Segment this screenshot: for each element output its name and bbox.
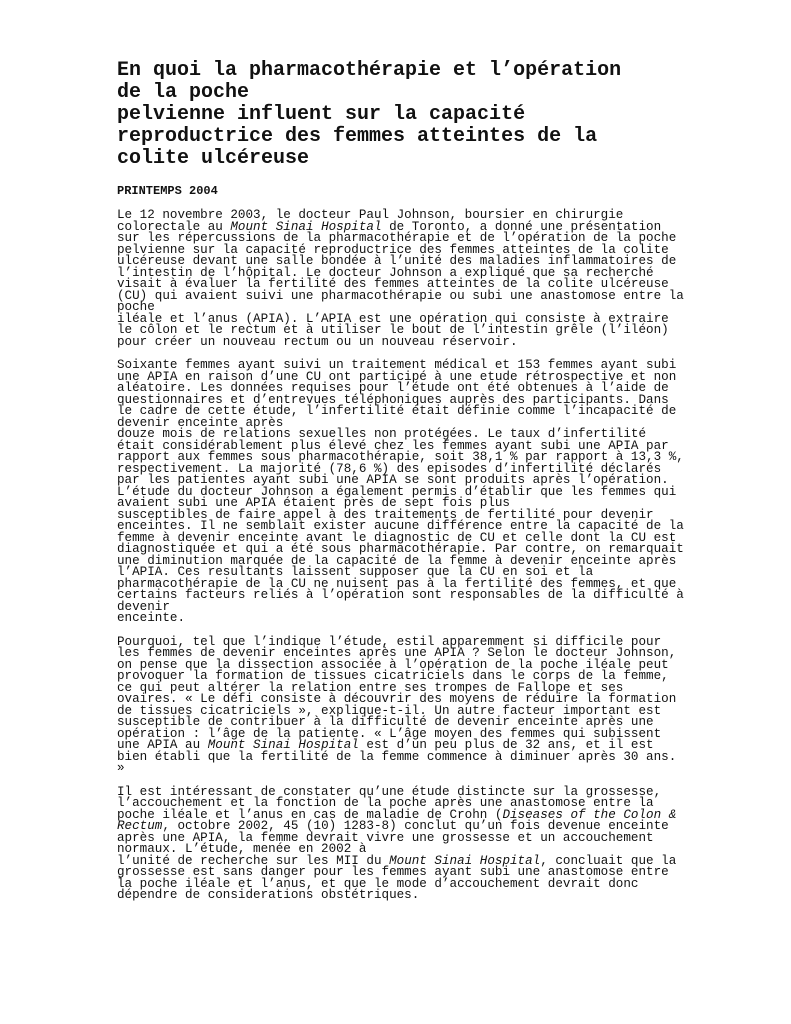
issue-season: PRINTEMPS 2004	[117, 184, 218, 198]
text-segment: colorectale au	[117, 219, 231, 234]
text-segment: aléatoire. Les données requises pour l’étude ont été obtenues à l’aide de	[117, 381, 669, 395]
italic-text: Mount Sinai Hospital	[230, 219, 382, 234]
italic-text: Mount Sinai Hospital	[207, 738, 359, 752]
text-line	[117, 334, 677, 349]
text-segment: , concluait que la	[540, 853, 677, 868]
text-line	[117, 288, 684, 303]
text-segment: enceintes. Il ne semblait exister aucune différence entre la capacité de la	[117, 519, 684, 533]
text-segment: susceptible de contribuer à la difficulté de devenir enceinte après une	[117, 715, 654, 729]
text-segment: femme à devenir enceinte avant le diagnostic de CU et celle dont la CU est	[117, 530, 677, 545]
text-segment: ovaires. « Le défi consiste à découvrir des moyens de réduire la formation	[117, 692, 677, 706]
text-segment: sur les répercussions de la pharmacothérapie et de l’opération de la poche	[117, 231, 677, 245]
text-segment: Pourquoi, tel que l’indique l’étude, estil apparemment si difficile pour	[117, 634, 662, 649]
text-segment: ulcéreuse devant une salle bondée à l’unité des maladies inflammatoires de	[117, 254, 677, 268]
text-segment: diagnostiquée et qui a été sous pharmacothérapie. Par contre, on remarquait	[117, 542, 684, 556]
text-segment: pharmacothérapie de la CU ne nuisent pas à la fertilité des femmes, et que	[117, 576, 677, 591]
italic-text: Rectum	[117, 819, 163, 833]
text-segment: devenir enceinte après	[117, 415, 284, 430]
article-title	[117, 60, 677, 170]
body-paragraph	[117, 634, 677, 775]
body-paragraph	[117, 208, 684, 349]
text-segment: rapport aux femmes sous pharmacothérapie, soit 38,1 % par rapport à 13,3 %,	[117, 450, 684, 464]
text-segment: devenir	[117, 599, 170, 614]
text-segment: grossesse est sans danger pour les femmes ayant subi une anastomose entre	[117, 865, 669, 879]
text-segment: les femmes de devenir enceintes après une APIA ? Selon le docteur Johnson,	[117, 646, 677, 660]
text-line	[117, 763, 677, 775]
article-body	[117, 208, 684, 902]
text-segment: de tissues cicatriciels », explique-t-il. Un autre facteur important est	[117, 703, 662, 718]
text-segment: la poche iléale et l’anus, et que le mode d’accouchement devrait donc	[117, 876, 639, 891]
text-segment: ce qui peut altérer la relation entre ses trompes de Fallope et ses	[117, 680, 624, 695]
text-segment: une APIA en raison d’une CU ont participé à une etude rétrospective et non	[117, 369, 677, 384]
title-line: colite ulcéreuse	[117, 147, 310, 170]
text-segment: est d’un peu plus de 32 ans, et il est	[358, 738, 654, 752]
title-line: En quoi la pharmacothérapie et l’opération	[117, 59, 622, 82]
text-line	[117, 613, 677, 625]
italic-text: Diseases of the Colon &	[502, 807, 677, 822]
title-line: de la poche	[117, 81, 250, 104]
title-line: pelvienne influent sur la capacité	[117, 103, 526, 126]
text-segment: questionnaires et d’entrevues téléphoniques auprès des participants. Dans	[117, 392, 669, 407]
text-segment: de Toronto, a donné une présentation	[381, 219, 662, 234]
text-segment: après une APIA, la femme devrait vivre une grossesse et un accouchement	[117, 830, 654, 845]
body-paragraph	[117, 784, 677, 902]
text-segment: »	[117, 761, 125, 775]
text-segment: certains facteurs reliés à l’opération sont responsables de la difficulté à	[117, 588, 684, 602]
text-segment: , octobre 2002, 45 (10) 1283-8) conclut qu’un fois devenue enceinte	[162, 819, 669, 833]
text-line	[117, 890, 677, 902]
text-segment: susceptibles de faire appel à des traitements de fertilité pour devenir	[117, 507, 654, 522]
text-segment: le côlon et le rectum et à utiliser le bout de l’intestin grêle (l’iléon)	[117, 323, 669, 337]
text-segment: par les patientes ayant subi une APIA se sont produits après l’opération.	[117, 473, 669, 487]
body-paragraph	[117, 358, 684, 625]
text-line	[117, 599, 677, 614]
text-segment: visait à évaluer la fertilité des femmes atteintes de la colite ulcéreuse	[117, 277, 669, 291]
text-segment: l’APIA. Ces resultants laissent supposer que la CU en soi et la	[117, 565, 594, 579]
text-line	[117, 588, 684, 602]
text-segment: (CU) qui avaient suivi une pharmacothérapie ou subi une anastomose entre la	[117, 288, 684, 303]
text-segment: dépendre de considerations obstétriques.	[117, 888, 420, 902]
text-segment: provoquer la formation de tissues cicatriciels dans le corps de la femme,	[117, 669, 669, 683]
text-segment: l’intestin de l’hôpital. Le docteur Johnson a expliqué que sa recherché	[117, 265, 654, 280]
text-segment: bien établi que la fertilité de la femme commence à diminuer après 30 ans.	[117, 749, 677, 764]
text-segment: opération : l’âge de la patiente. « L’âge moyen des femmes qui subissent	[117, 726, 662, 741]
text-segment: une diminution marquée de la capacité de la femme à devenir enceinte après	[117, 553, 677, 568]
italic-text: Mount Sinai Hospital	[389, 853, 541, 868]
text-segment: le cadre de cette étude, l’infertilité était définie comme l’incapacité de	[117, 404, 677, 418]
title-line: reproductrice des femmes atteintes de la	[117, 125, 598, 148]
text-segment: l’accouchement et la fonction de la poche après une anastomose entre la	[117, 796, 654, 810]
text-segment: l’unité de recherche sur les MII du	[117, 853, 390, 868]
text-segment: poche iléale et l’anus en cas de maladie de Crohn (	[117, 807, 503, 822]
text-segment: L’étude du docteur Johnson a également permis d’établir que les femmes qui	[117, 484, 677, 499]
document-page	[117, 59, 684, 914]
text-segment: normaux. L’étude, menée en 2002 à	[117, 842, 367, 856]
text-segment: Il est intéressant de constater qu’une étude distincte sur la grossesse,	[117, 784, 662, 799]
text-segment: enceinte.	[117, 611, 186, 625]
text-segment: iléale et l’anus (APIA). L’APIA est une opération qui consiste à extraire	[117, 311, 669, 326]
text-segment: Le 12 novembre 2003, le docteur Paul Johnson, boursier en chirurgie	[117, 208, 624, 222]
text-segment: douze mois de relations sexuelles non protégées. Le taux d’infertilité	[117, 427, 647, 441]
text-segment: poche	[117, 300, 155, 314]
text-segment: pelvienne sur la capacité reproductrice des femmes atteintes de la colite	[117, 242, 669, 257]
text-segment: respectivement. La majorité (78,6 %) des episodes d’infertilité déclarés	[117, 461, 662, 476]
text-segment: avaient subi une APIA étaient près de sept fois plus	[117, 496, 510, 510]
text-segment: était considérablement plus élevé chez les femmes ayant subi une APIA par	[117, 438, 669, 453]
text-segment: une APIA au	[117, 738, 208, 752]
text-segment: pour créer un nouveau rectum ou un nouveau réservoir.	[117, 334, 518, 349]
text-segment: on pense que la dissection associée à l’opération de la poche iléale peut	[117, 657, 669, 672]
text-line	[117, 749, 677, 764]
text-segment: Soixante femmes ayant suivi un traitement médical et 153 femmes ayant subi	[117, 358, 677, 372]
